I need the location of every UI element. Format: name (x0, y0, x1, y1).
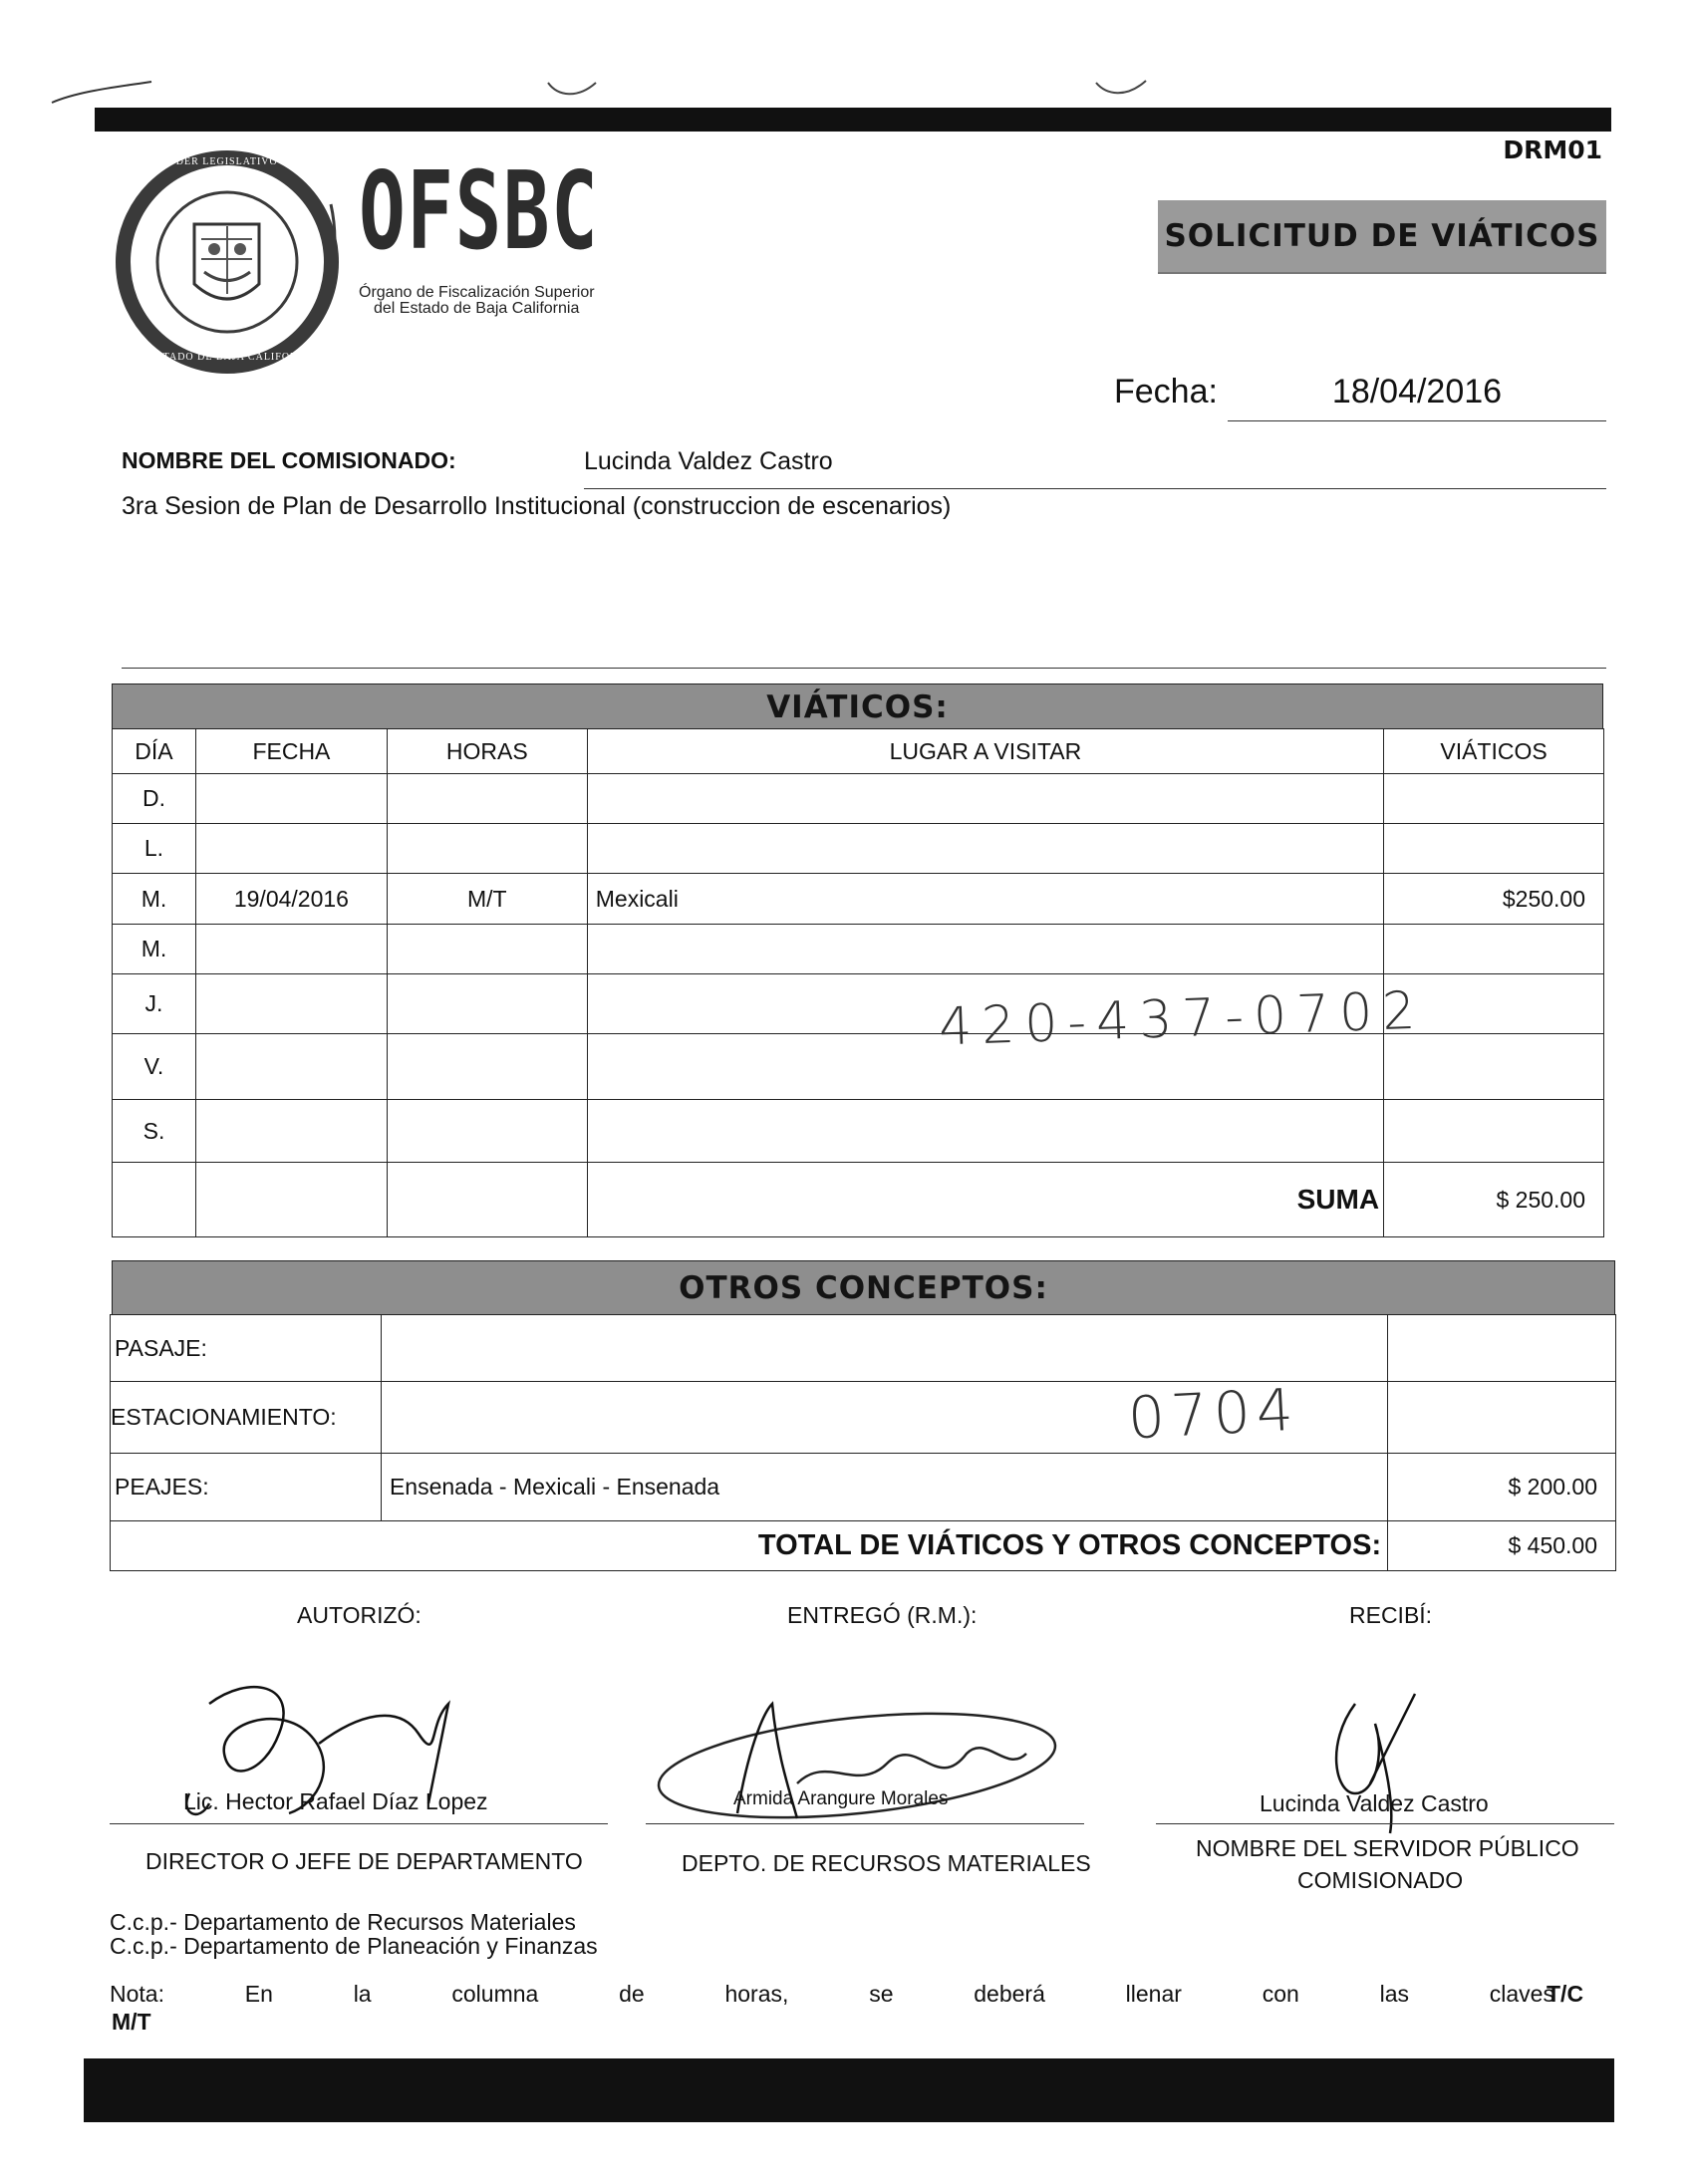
nota-key-1: T/C (1547, 1981, 1584, 2007)
nota-key-2: M/T (112, 2009, 151, 2035)
table-row (113, 925, 1604, 974)
entrego-role: DEPTO. DE RECURSOS MATERIALES (682, 1850, 1091, 1876)
top-bar (95, 108, 1611, 132)
total-label: TOTAL DE VIÁTICOS Y OTROS CONCEPTOS: (111, 1521, 1388, 1571)
col-header-fecha: FECHA (195, 729, 387, 774)
table-row (113, 874, 1604, 925)
logo-subtitle-2: del Estado de Baja California (374, 300, 580, 317)
nota-word: claves (1489, 1981, 1554, 2007)
col-header-dia: DÍA (113, 729, 196, 774)
cell-lugar: Mexicali (587, 874, 1383, 925)
handwritten-phone: 420-437-0702 (938, 980, 1427, 1058)
nota-word: las (1379, 1981, 1409, 2007)
nota-word: se (869, 1981, 894, 2007)
motivo: 3ra Sesion de Plan de Desarrollo Institucional (construccion de escenarios) (122, 492, 952, 520)
otros-amount (1388, 1382, 1616, 1454)
cell-viaticos (1384, 774, 1604, 824)
nota-word: Nota: (110, 1981, 164, 2007)
col-header-viaticos: VIÁTICOS (1384, 729, 1604, 774)
total-value: $ 450.00 (1388, 1521, 1616, 1571)
seal-icon (110, 144, 349, 374)
autorizo-role: DIRECTOR O JEFE DE DEPARTAMENTO (145, 1848, 583, 1874)
fecha-label: Fecha: (1114, 373, 1218, 410)
table-header-row (113, 729, 1604, 774)
cell-horas (387, 824, 587, 874)
ccp-2: C.c.p.- Departamento de Planeación y Finanzas (110, 1933, 598, 1959)
logo-acronym: OFSBC (359, 149, 600, 274)
logo (110, 144, 668, 364)
cell-fecha (195, 1100, 387, 1163)
logo-subtitle-1: Órgano de Fiscalización Superior (359, 284, 595, 301)
cell-viaticos (1384, 1034, 1604, 1100)
bottom-bar (84, 2058, 1614, 2122)
form-code: DRM01 (1503, 136, 1602, 164)
cell-dia: M. (113, 925, 196, 974)
otros-row (111, 1315, 1616, 1382)
comisionado-value: Lucinda Valdez Castro (584, 447, 833, 475)
suma-label: SUMA (587, 1163, 1383, 1237)
viaticos-title: VIÁTICOS: (112, 683, 1603, 729)
fecha-value: 18/04/2016 (1331, 373, 1503, 410)
otros-row (111, 1454, 1616, 1521)
otros-table (110, 1314, 1616, 1571)
col-header-lugar: LUGAR A VISITAR (587, 729, 1383, 774)
cell-fecha: 19/04/2016 (195, 874, 387, 925)
cell-dia: J. (113, 974, 196, 1034)
nota-word: la (353, 1981, 372, 2007)
table-row (113, 774, 1604, 824)
cell-dia: S. (113, 1100, 196, 1163)
comisionado-underline (584, 488, 1606, 489)
cell-horas (387, 1100, 587, 1163)
cell-horas: M/T (387, 874, 587, 925)
nota-word: horas, (724, 1981, 789, 2007)
cell-lugar (587, 925, 1383, 974)
otros-row (111, 1382, 1616, 1454)
autorizo-name: Lic. Hector Rafael Díaz Lopez (183, 1788, 488, 1814)
otros-amount (1388, 1315, 1616, 1382)
comisionado-label: NOMBRE DEL COMISIONADO: (122, 447, 456, 473)
signature-entrego (638, 1694, 1066, 1843)
recibi-line (1156, 1823, 1614, 1824)
nota-word: En (244, 1981, 273, 2007)
cell-dia: D. (113, 774, 196, 824)
entrego-line (646, 1823, 1084, 1824)
cell-dia: M. (113, 874, 196, 925)
autorizo-line (110, 1823, 608, 1824)
recibi-role-1: NOMBRE DEL SERVIDOR PÚBLICO (1196, 1835, 1579, 1861)
autorizo-label: AUTORIZÓ: (297, 1602, 422, 1628)
motivo-line (122, 668, 1606, 669)
cell-fecha (195, 1034, 387, 1100)
cell-horas (387, 774, 587, 824)
cell-fecha (195, 824, 387, 874)
recibi-role-2: COMISIONADO (1297, 1867, 1464, 1893)
cell-horas (387, 974, 587, 1034)
cell-horas (387, 1034, 587, 1100)
fecha-underline (1228, 420, 1606, 421)
nota-word: llenar (1125, 1981, 1182, 2007)
cell-dia: L. (113, 824, 196, 874)
recibi-label: RECIBÍ: (1349, 1602, 1433, 1628)
cell-horas (387, 925, 587, 974)
seal-text-bottom: ESTADO DE BAJA CALIFORNIA (149, 352, 319, 363)
cell-fecha (195, 774, 387, 824)
nota-word: con (1262, 1981, 1299, 2007)
table-row (113, 824, 1604, 874)
cell-viaticos (1384, 824, 1604, 874)
nota (110, 1981, 1554, 2011)
col-header-horas: HORAS (387, 729, 587, 774)
recibi-name: Lucinda Valdez Castro (1260, 1790, 1489, 1816)
cell-viaticos: $250.00 (1384, 874, 1604, 925)
nota-word: de (619, 1981, 645, 2007)
suma-value: $ 250.00 (1384, 1163, 1604, 1237)
cell-dia: V. (113, 1034, 196, 1100)
scan-marks (40, 55, 1196, 115)
handwritten-number: 0704 (1126, 1375, 1301, 1453)
otros-label: PASAJE: (111, 1315, 382, 1382)
form-title: SOLICITUD DE VIÁTICOS (1158, 200, 1606, 274)
entrego-label: ENTREGÓ (R.M.): (787, 1602, 978, 1628)
total-row (111, 1521, 1616, 1571)
otros-label: PEAJES: (111, 1454, 382, 1521)
cell-fecha (195, 925, 387, 974)
cell-lugar (587, 824, 1383, 874)
cell-viaticos (1384, 1100, 1604, 1163)
seal-text-top: PODER LEGISLATIVO DEL (161, 156, 304, 167)
otros-title: OTROS CONCEPTOS: (112, 1260, 1615, 1315)
suma-row (113, 1163, 1604, 1237)
cell-viaticos (1384, 925, 1604, 974)
table-row (113, 1034, 1604, 1100)
cell-lugar (587, 774, 1383, 824)
table-row (113, 1100, 1604, 1163)
ccp-1: C.c.p.- Departamento de Recursos Materiales (110, 1909, 576, 1935)
nota-word: deberá (974, 1981, 1045, 2007)
entrego-name: Armida Arangure Morales (733, 1788, 949, 1809)
otros-desc: Ensenada - Mexicali - Ensenada (381, 1454, 1387, 1521)
cell-lugar (587, 1100, 1383, 1163)
otros-amount: $ 200.00 (1388, 1454, 1616, 1521)
otros-desc (381, 1315, 1387, 1382)
cell-fecha (195, 974, 387, 1034)
signature-recibi (1315, 1684, 1435, 1843)
otros-label: ESTACIONAMIENTO: (111, 1382, 382, 1454)
nota-word: columna (451, 1981, 539, 2007)
